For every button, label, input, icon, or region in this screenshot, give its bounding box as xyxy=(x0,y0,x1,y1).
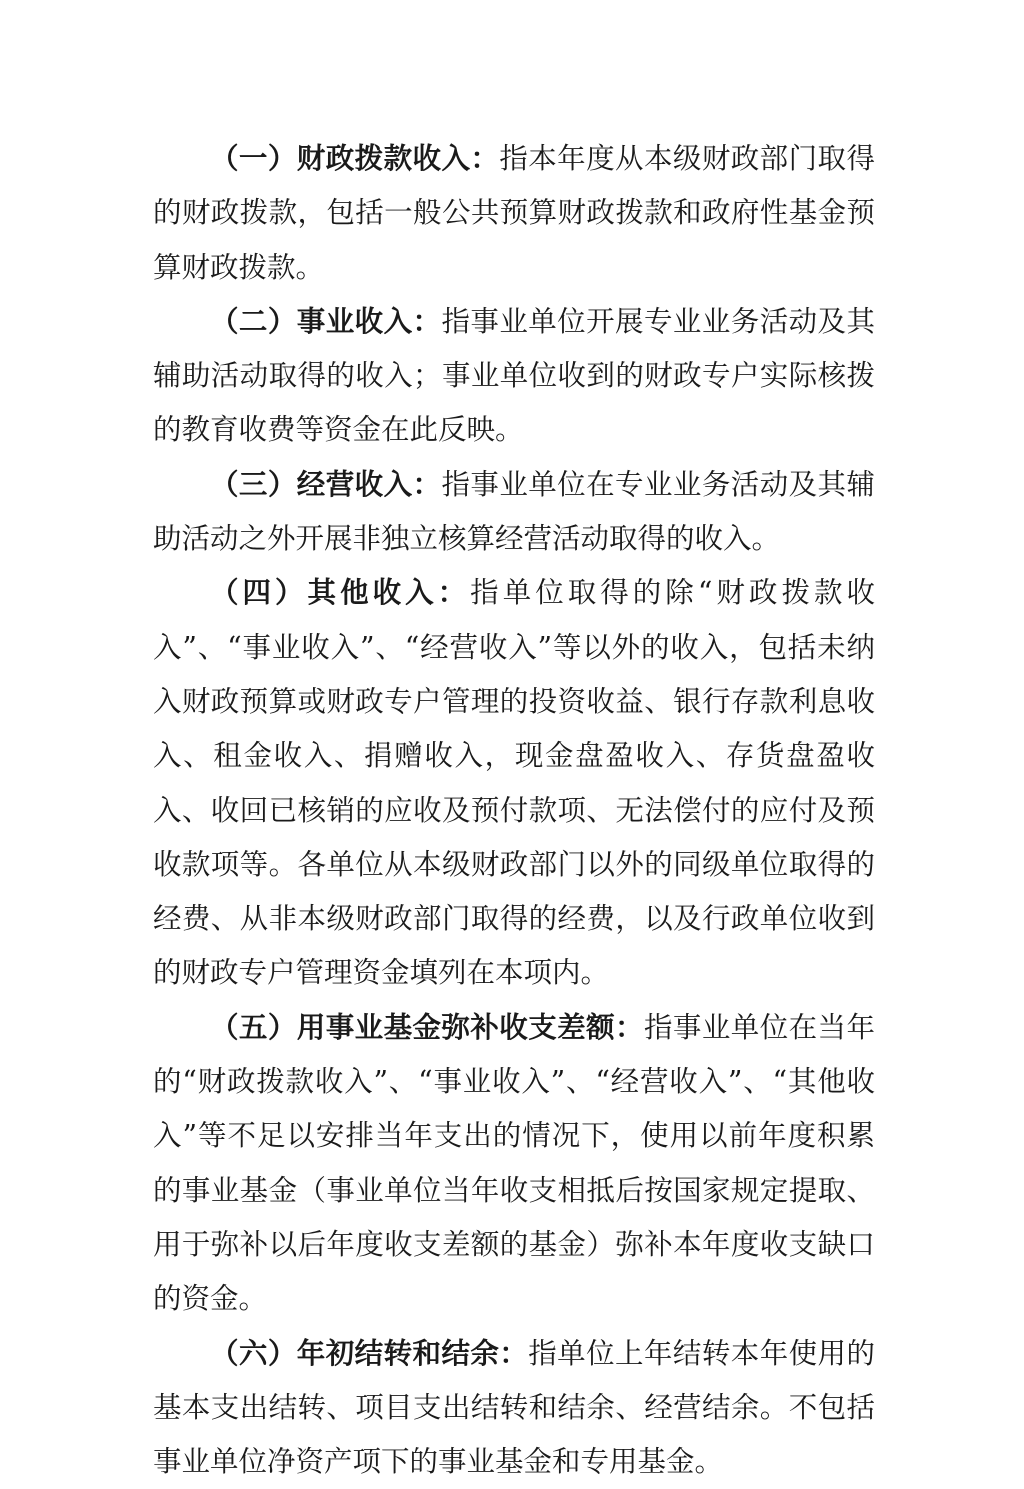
paragraph-heading: （四）其他收入： xyxy=(210,576,471,610)
paragraph-text: 指事业单位开展专业业务活动及其辅助活动取得的收入；事业单位收到的财政专户实际核拨的教育收费等资金在此反映。 xyxy=(153,304,875,447)
paragraph-text: 指事业单位在当年的“财政拨款收入”、“事业收入”、“经营收入”、“其他收入”等不足以安排当年支出的情况下，使用以前年度积累的事业基金（事业单位当年收支相抵后按国家规定提取、用于弥补以后年度收支差额的基金）弥补本年度收支缺口的资金。 xyxy=(153,1010,875,1316)
paragraph-heading: （六）年初结转和结余： xyxy=(210,1336,529,1370)
document-body xyxy=(153,132,875,1489)
paragraph-heading: （五）用事业基金弥补收支差额： xyxy=(210,1010,644,1044)
paragraph-fiscal-appropriation-income xyxy=(153,132,875,295)
paragraph-operating-income xyxy=(153,458,875,567)
paragraph-heading: （三）经营收入： xyxy=(210,467,442,501)
paragraph-other-income xyxy=(153,566,875,1000)
paragraph-heading: （二）事业收入： xyxy=(210,304,442,338)
paragraph-text: 指单位取得的除“财政拨款收入”、“事业收入”、“经营收入”等以外的收入，包括未纳入财政预算或财政专户管理的投资收益、银行存款利息收入、租金收入、捐赠收入，现金盘盈收入、存货盘盈收入、收回已核销的应收及预付款项、无法偿付的应付及预收款项等。各单位从本级财政部门以外的同级单位取得的经费、从非本级财政部门取得的经费，以及行政单位收到的财政专户管理资金填列在本项内。 xyxy=(153,576,875,990)
paragraph-business-income xyxy=(153,295,875,458)
paragraph-heading: （一）财政拨款收入： xyxy=(210,142,500,175)
paragraph-carryover-and-surplus xyxy=(153,1327,875,1489)
paragraph-text: 指本年度从本级财政部门取得的财政拨款，包括一般公共预算财政拨款和政府性基金预算财政拨款。 xyxy=(153,142,875,284)
paragraph-text: 指事业单位在专业业务活动及其辅助活动之外开展非独立核算经营活动取得的收入。 xyxy=(153,467,875,556)
paragraph-text: 指单位上年结转本年使用的基本支出结转、项目支出结转和结余、经营结余。不包括事业单位净资产项下的事业基金和专用基金。 xyxy=(153,1336,875,1479)
paragraph-business-fund-offset xyxy=(153,1001,875,1327)
